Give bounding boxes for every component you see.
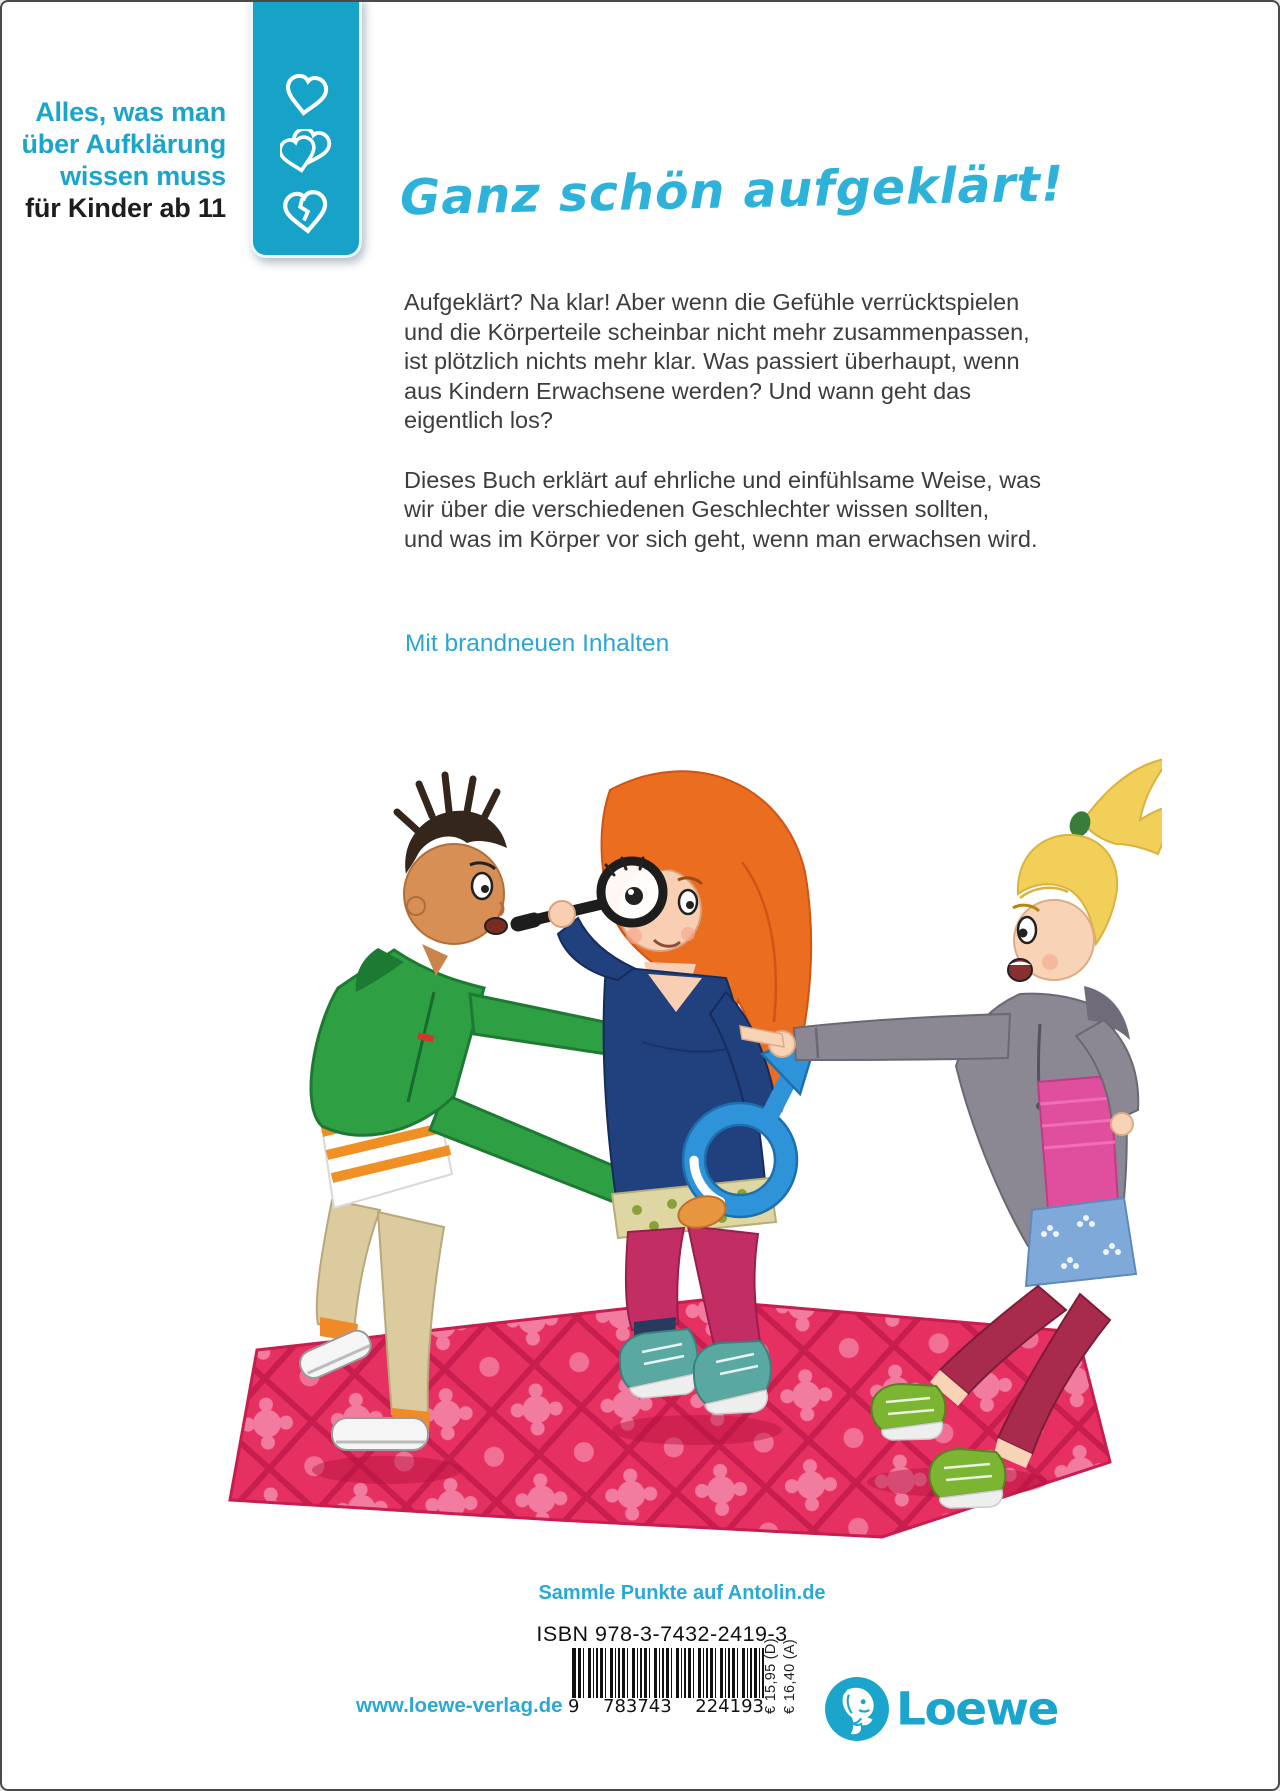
double-hearts-icon: [280, 129, 332, 179]
bookmark-ribbon: [250, 0, 362, 258]
cover-illustration: [182, 662, 1162, 1542]
tagline-line: wissen muss: [60, 161, 226, 191]
blurb-paragraph-1: Aufgeklärt? Na klar! Aber wenn die Gefühle verrücktspielen und die Körperteile scheinbar nicht mehr zusammenpassen, ist plötzlich nichts mehr klar. Was passiert überhaupt, wenn aus Kindern Erwachsene werden? Und wann geht das eigentlich los?: [404, 289, 1030, 433]
loewe-lion-icon: [824, 1676, 890, 1742]
tagline: [12, 96, 226, 224]
publisher-logo: [824, 1676, 1058, 1742]
broken-heart-icon: [282, 189, 330, 237]
new-content-note: Mit brandneuen Inhalten: [405, 630, 670, 657]
price-block: [763, 1634, 798, 1714]
publisher-wordmark: Loewe: [896, 1682, 1058, 1736]
price-germany: € 15,95 (D): [763, 1638, 779, 1714]
heart-icon: [283, 73, 329, 119]
price-austria: € 16,40 (A): [782, 1638, 798, 1714]
blurb-text: [404, 288, 1044, 584]
headline: Ganz schön aufgeklärt!: [399, 155, 1065, 227]
tagline-line: über Aufklärung: [21, 129, 226, 159]
antolin-link[interactable]: Sammle Punkte auf Antolin.de: [538, 1582, 826, 1604]
publisher-website-link[interactable]: www.loewe-verlag.de: [356, 1694, 563, 1717]
tagline-line: Alles, was man: [35, 97, 226, 127]
ean-barcode: [572, 1648, 764, 1698]
isbn-label: ISBN 978-3-7432-2419-3: [536, 1622, 788, 1646]
ean-digits: 9 783743 224193: [568, 1696, 764, 1717]
blurb-paragraph-2: Dieses Buch erklärt auf ehrliche und einfühlsame Weise, was wir über die verschiedenen Geschlechter wissen sollten, und was im Körper vor sich geht, wenn man erwachsen wird.: [404, 466, 1041, 552]
age-recommendation: für Kinder ab 11: [25, 193, 226, 223]
